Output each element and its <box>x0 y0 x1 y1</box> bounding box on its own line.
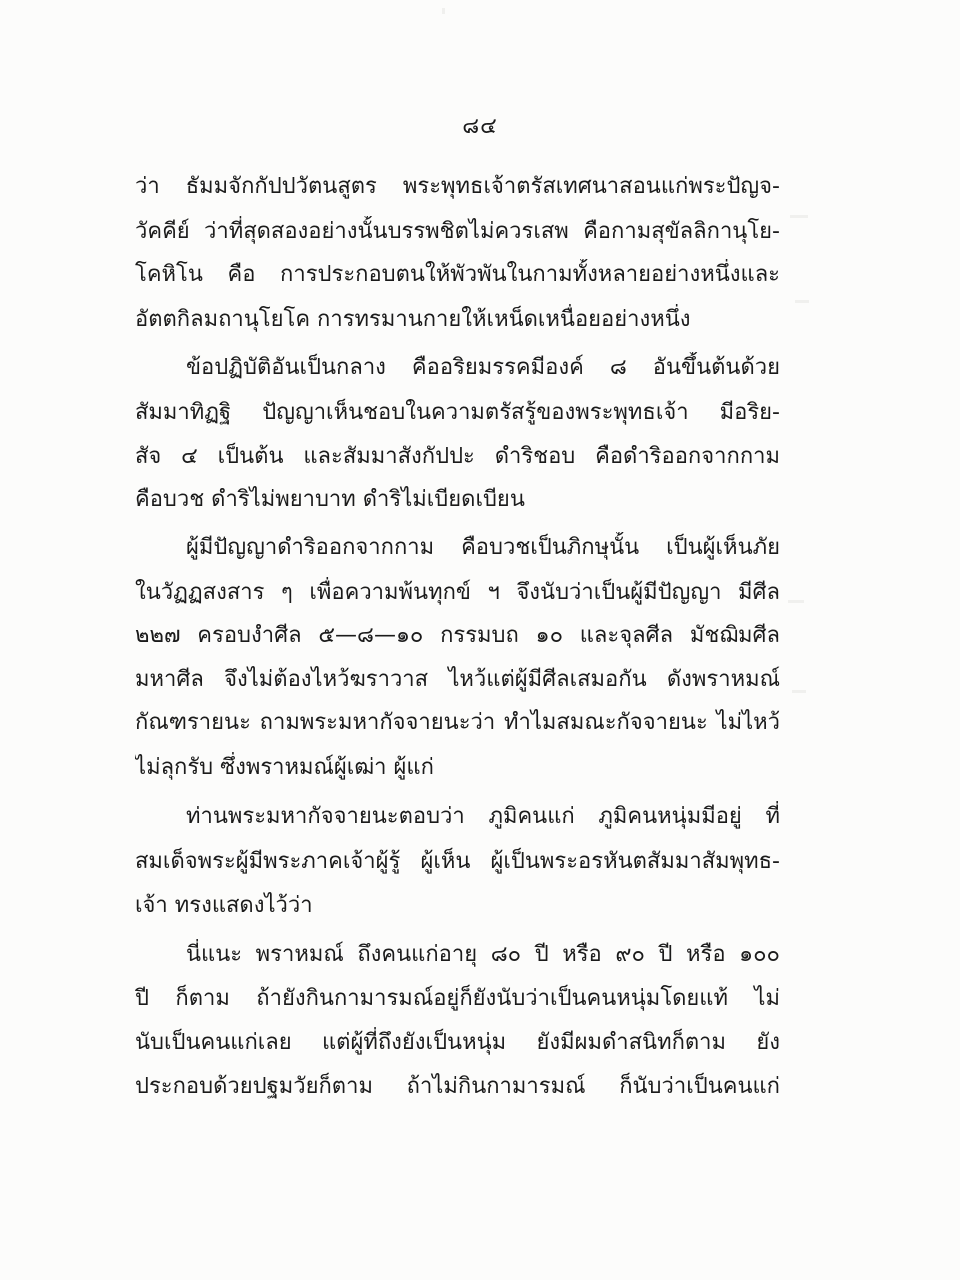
scan-mark <box>788 600 804 603</box>
text-line: สัจ ๔ เป็นต้น และสัมมาสังกัปปะ ดำริชอบ คือดำริออกจากกาม <box>135 444 780 469</box>
text-line: ๒๒๗ ครอบงำศีล ๕—๘—๑๐ กรรมบถ ๑๐ และจุลศีล มัชฌิมศีล <box>135 623 780 648</box>
text-line: ปี ก็ตาม ถ้ายังกินกามารมณ์อยู่ก็ยังนับว่าเป็นคนหนุ่มโดยแท้ ไม่ <box>135 986 780 1011</box>
text-line: นับเป็นคนแก่เลย แต่ผู้ที่ถึงยังเป็นหนุ่ม ยังมีผมดำสนิทก็ตาม ยัง <box>135 1030 780 1055</box>
text-line: ในวัฏฏสงสาร ๆ เพื่อความพ้นทุกข์ ฯ จึงนับว่าเป็นผู้มีปัญญา มีศีล <box>135 580 780 605</box>
text-line: วัคคีย์ ว่าที่สุดสองอย่างนั้นบรรพชิตไม่ควรเสพ คือกามสุขัลลิกานุโย- <box>135 219 780 244</box>
text-line: ท่านพระมหากัจจายนะตอบว่า ภูมิคนแก่ ภูมิคนหนุ่มมีอยู่ ที่ <box>186 804 780 829</box>
text-line: ว่า ธัมมจักกัปปวัตนสูตร พระพุทธเจ้าตรัสเทศนาสอนแก่พระปัญจ- <box>135 174 780 199</box>
text-line: กัณฑรายนะ ถามพระมหากัจจายนะว่า ทำไมสมณะกัจจายนะ ไม่ไหว้ <box>135 710 780 735</box>
text-line: เจ้า ทรงแสดงไว้ว่า <box>135 893 313 918</box>
scan-mark <box>792 690 806 693</box>
text-line: สัมมาทิฏฐิ ปัญญาเห็นชอบในความตรัสรู้ของพระพุทธเจ้า มีอริย- <box>135 400 780 425</box>
text-line: ประกอบด้วยปฐมวัยก็ตาม ถ้าไม่กินกามารมณ์ ก็นับว่าเป็นคนแก่ <box>135 1074 780 1099</box>
text-line: ข้อปฏิบัติอันเป็นกลาง คืออริยมรรคมีองค์ ๘ อันขึ้นต้นด้วย <box>186 355 780 380</box>
page-number: ๘๔ <box>462 114 498 139</box>
text-line: ไม่ลุกรับ ซึ่งพราหมณ์ผู้เฒ่า ผู้แก่ <box>135 755 434 780</box>
scan-mark <box>795 300 809 303</box>
text-line: อัตตกิลมถานุโยโค การทรมานกายให้เหน็ดเหนื่อยอย่างหนึ่ง <box>135 307 691 332</box>
text-line: นี่แนะ พราหมณ์ ถึงคนแก่อายุ ๘๐ ปี หรือ ๙๐ ปี หรือ ๑๐๐ <box>186 942 780 967</box>
scan-mark <box>442 8 445 14</box>
text-line: โคหิโน คือ การประกอบตนให้พัวพันในกามทั้งหลายอย่างหนึ่งและ <box>135 262 780 287</box>
text-line: มหาศีล จึงไม่ต้องไหว้ฆราวาส ไหว้แต่ผู้มีศีลเสมอกัน ดังพราหมณ์ <box>135 667 780 692</box>
text-line: คือบวช ดำริไม่พยาบาท ดำริไม่เบียดเบียน <box>135 487 525 512</box>
text-line: ผู้มีปัญญาดำริออกจากกาม คือบวชเป็นภิกษุนั้น เป็นผู้เห็นภัย <box>186 535 780 560</box>
scan-mark <box>790 215 808 218</box>
text-line: สมเด็จพระผู้มีพระภาคเจ้าผู้รู้ ผู้เห็น ผู้เป็นพระอรหันตสัมมาสัมพุทธ- <box>135 849 780 874</box>
